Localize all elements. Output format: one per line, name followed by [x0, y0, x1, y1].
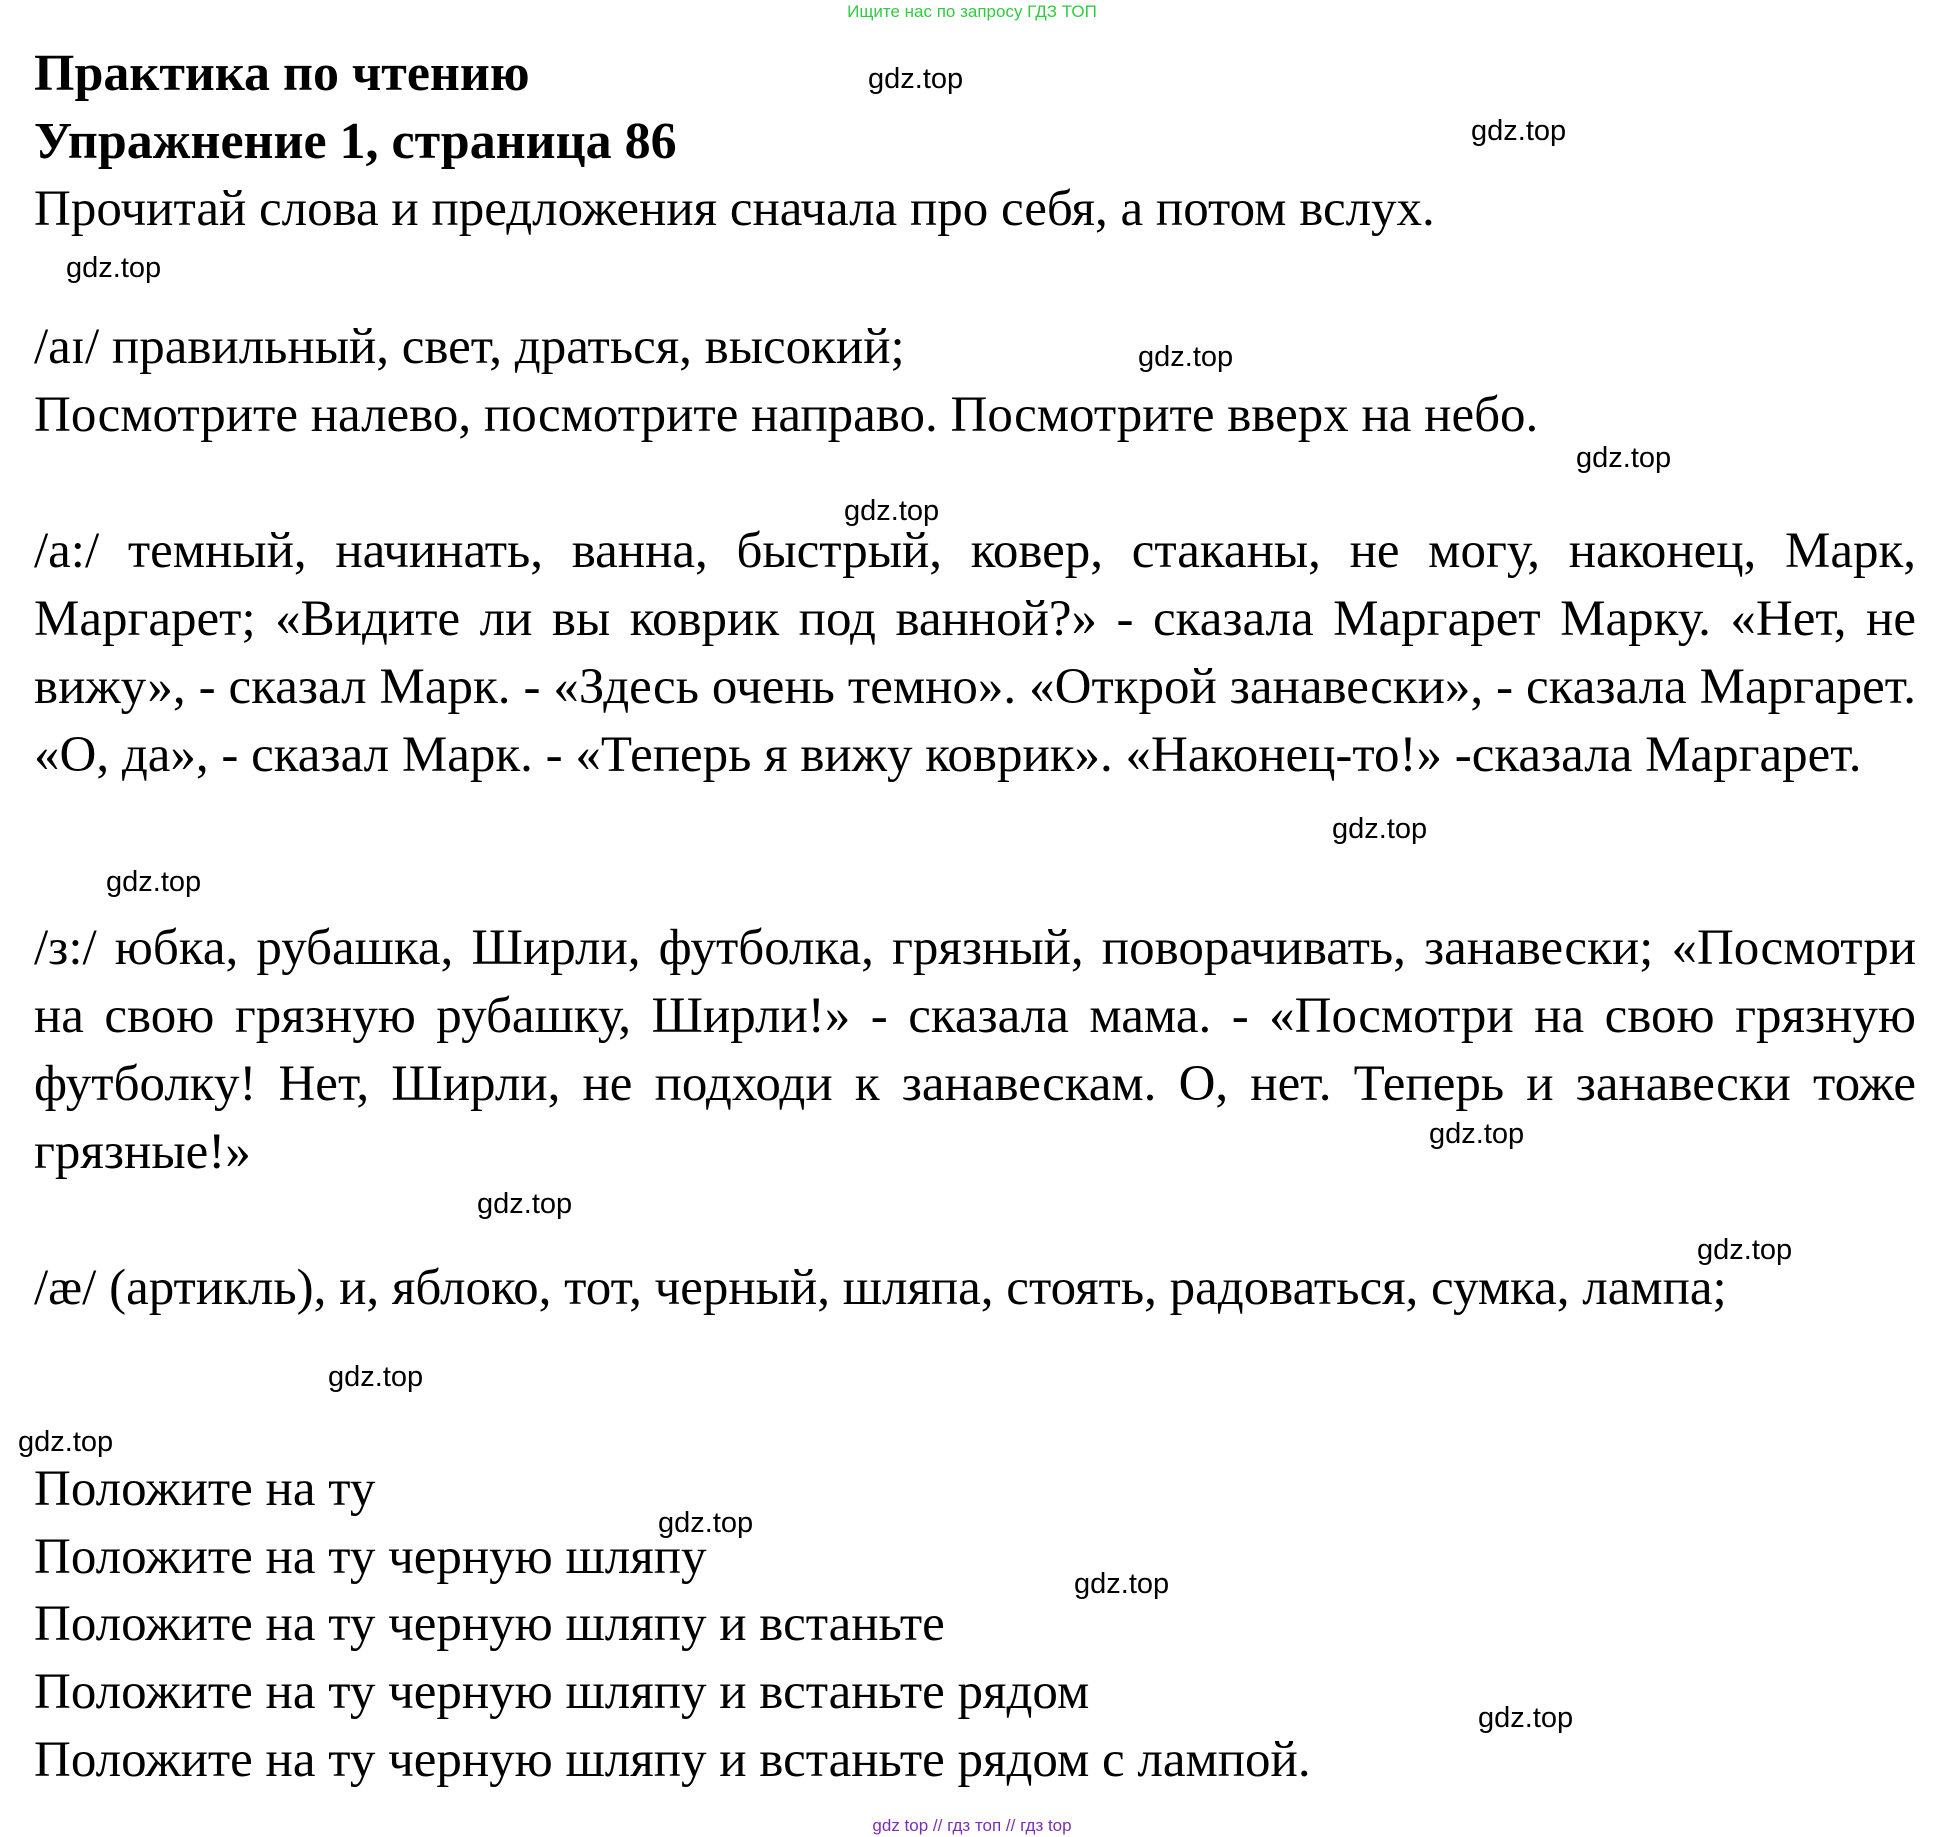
watermark: gdz.top: [844, 495, 940, 527]
watermark: gdz.top: [1138, 341, 1234, 373]
watermark: gdz.top: [1332, 813, 1428, 845]
watermark: gdz.top: [1697, 1234, 1793, 1266]
watermark: gdz.top: [1074, 1568, 1170, 1600]
section-a-paragraph: /a:/ темный, начинать, ванна, быстрый, ковер, стаканы, не могу, наконец, Марк, Маргарет; «Видите ли вы коврик под ванной?» - сказала Маргарет Марку. «Нет, не вижу», - сказал Марк. - «Здесь очень темно». «Открой занавески», - сказала Маргарет. «О, да», - сказал Марк. - «Теперь я вижу коврик». «Наконец-то!» -сказала Маргарет.: [34, 523, 1916, 783]
watermark: gdz.top: [106, 866, 202, 898]
exercise-title: Упражнение 1, страница 86: [34, 113, 677, 170]
section-ai-words: /aɪ/ правильный, свет, драться, высокий;: [34, 319, 905, 375]
chain-line-2: Положите на ту черную шляпу: [34, 1529, 707, 1585]
section-3-paragraph: /з:/ юбка, рубашка, Ширли, футболка, грязный, поворачивать, занавески; «Посмотри на свою грязную рубашку, Ширли!» - сказала мама. - «Посмотри на свою грязную футболку! Нет, Ширли, не подходи к занавескам. О, нет. Теперь и занавески тоже грязные!»: [34, 920, 1916, 1180]
watermark: gdz.top: [1478, 1702, 1574, 1734]
chain-line-1: Положите на ту: [34, 1461, 376, 1517]
top-note: Ищите нас по запросу ГДЗ ТОП: [847, 2, 1097, 21]
footer-note: gdz top // гдз топ // гдз top: [872, 1816, 1072, 1835]
instruction: Прочитай слова и предложения сначала про себя, а потом вслух.: [34, 181, 1435, 237]
watermark: gdz.top: [658, 1507, 754, 1539]
chain-line-3: Положите на ту черную шляпу и встаньте: [34, 1596, 945, 1652]
watermark: gdz.top: [66, 252, 162, 284]
watermark: gdz.top: [1471, 115, 1567, 147]
watermark: gdz.top: [477, 1188, 573, 1220]
page-title: Практика по чтению: [34, 45, 530, 102]
chain-line-4: Положите на ту черную шляпу и встаньте рядом: [34, 1664, 1090, 1720]
watermark: gdz.top: [328, 1361, 424, 1393]
watermark: gdz.top: [868, 63, 964, 95]
section-ai-sentence: Посмотрите налево, посмотрите направо. Посмотрите вверх на небо.: [34, 387, 1539, 443]
watermark: gdz.top: [1429, 1118, 1525, 1150]
watermark: gdz.top: [18, 1426, 114, 1458]
watermark: gdz.top: [1576, 442, 1672, 474]
chain-line-5: Положите на ту черную шляпу и встаньте рядом с лампой.: [34, 1732, 1311, 1788]
section-ae-paragraph: /æ/ (артикль), и, яблоко, тот, черный, шляпа, стоять, радоваться, сумка, лампа;: [34, 1260, 1727, 1316]
